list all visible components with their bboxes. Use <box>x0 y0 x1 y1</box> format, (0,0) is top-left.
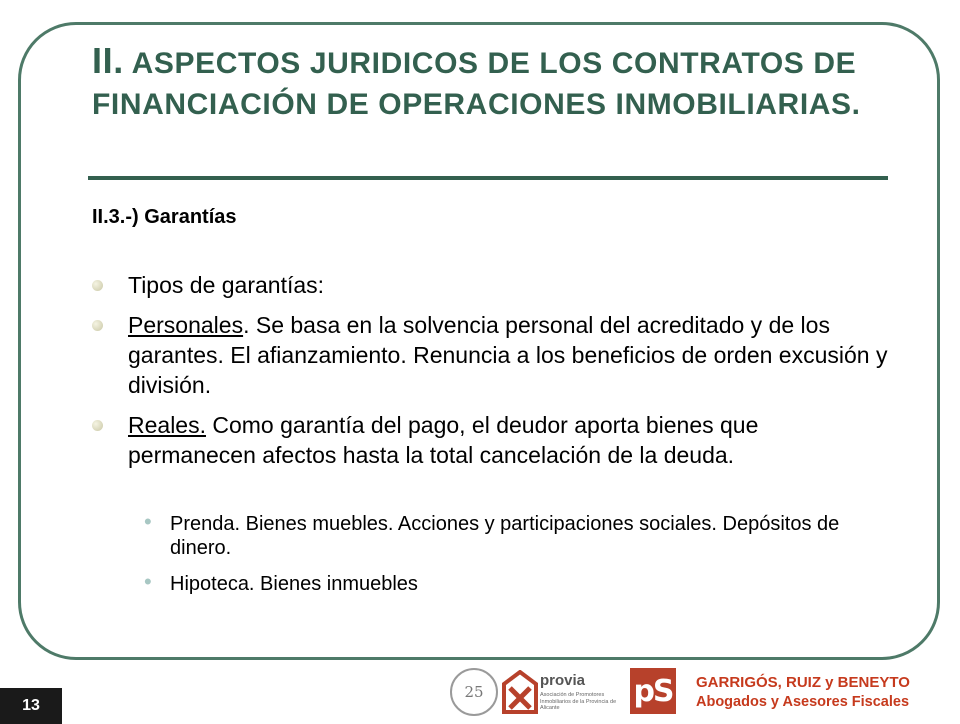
bullet-text: Tipos de garantías: <box>128 272 325 298</box>
provia-logo-icon <box>502 670 538 714</box>
seal-text: 25 <box>464 683 484 701</box>
slide-title <box>92 40 892 125</box>
firm-tagline: Abogados y Asesores Fiscales <box>696 694 910 710</box>
bullet-dot-icon <box>92 320 103 331</box>
sub-bullet-text: Hipoteca. Bienes inmuebles <box>170 573 418 595</box>
sub-bullet-list <box>144 509 870 608</box>
bullet-dot-icon <box>92 420 103 431</box>
ps-logo: pS <box>630 668 676 714</box>
page-number: 13 <box>0 688 62 724</box>
anniversary-seal-logo <box>450 668 498 716</box>
provia-name: provia <box>540 672 586 689</box>
provia-subtitle: Asociación de Promotores Inmobiliarios de la Provincia de Alicante <box>540 692 617 711</box>
bullet-lead: Reales. <box>128 412 206 438</box>
title-number: II. <box>92 40 124 81</box>
sub-bullet-dot-icon: • <box>144 509 152 534</box>
section-subtitle: II.3.-) Garantías <box>92 206 237 228</box>
bullet-text: . Se basa en la solvencia personal del acreditado y de los garantes. El afianzamiento. Renuncia a los beneficios de orden excusión y división. <box>128 312 888 398</box>
bullet-item <box>92 310 892 400</box>
bullet-item <box>92 270 892 300</box>
title-text: ASPECTOS JURIDICOS DE LOS CONTRATOS DE FINANCIACIÓN DE OPERACIONES INMOBILIARIAS. <box>92 47 861 121</box>
title-underline <box>88 176 888 180</box>
footer-logos <box>440 664 960 720</box>
bullet-list <box>92 270 892 480</box>
bullet-text: Como garantía del pago, el deudor aporta bienes que permanecen afectos hasta la total cancelación de la deuda. <box>128 412 759 468</box>
bullet-dot-icon <box>92 280 103 291</box>
sub-bullet-dot-icon: • <box>144 569 152 594</box>
bullet-item <box>92 410 892 470</box>
bullet-lead: Personales <box>128 312 244 338</box>
sub-bullet-item <box>144 509 870 560</box>
firm-name: GARRIGÓS, RUIZ y BENEYTO <box>696 674 910 691</box>
sub-bullet-item <box>144 569 870 596</box>
sub-bullet-text: Prenda. Bienes muebles. Acciones y participaciones sociales. Depósitos de dinero. <box>170 513 840 559</box>
